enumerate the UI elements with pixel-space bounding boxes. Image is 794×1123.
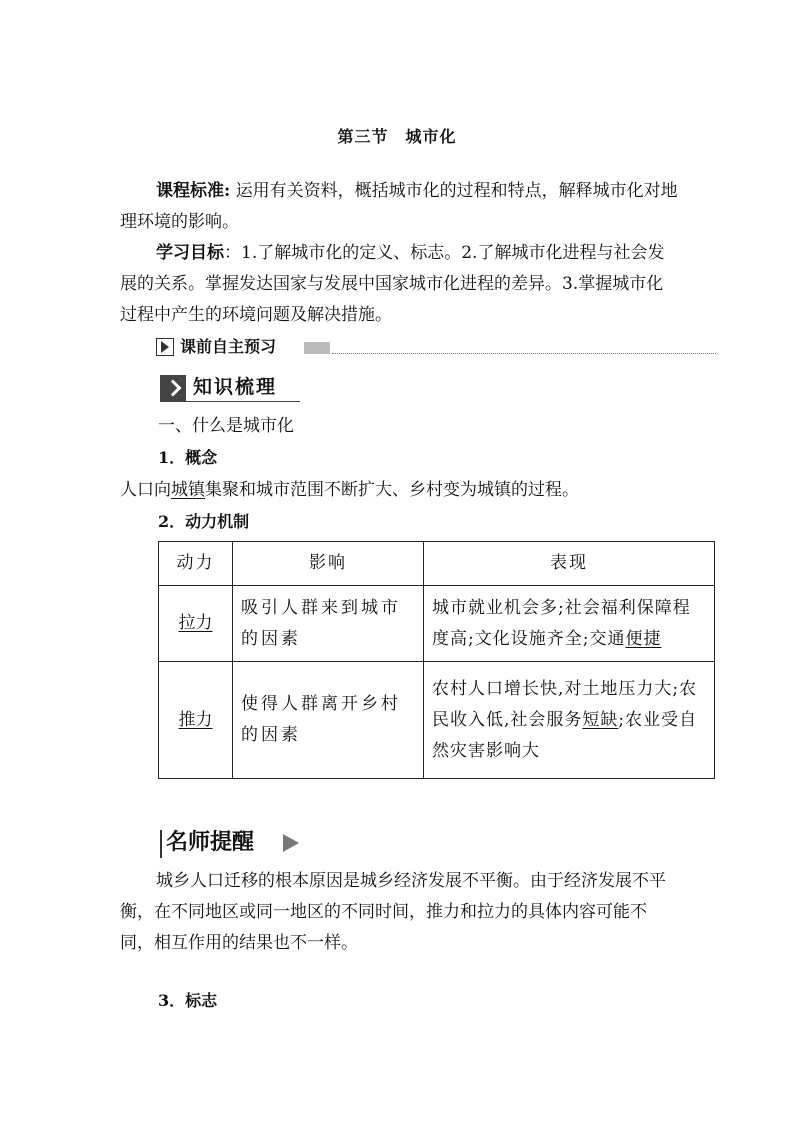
band-dotted-rule: [332, 353, 716, 354]
concept-text-post: 集聚和城市范围不断扩大、乡村变为城镇的过程。: [205, 480, 579, 500]
knowledge-header-icon: [160, 375, 186, 401]
tip-text: 城乡人口迁移的根本原因是城乡经济发展不平衡。由于经济发展不平衡，在不同地区或同一地区的不同时间，推力和拉力的具体内容可能不同，相互作用的结果也不一样。: [120, 871, 666, 953]
concept-underlined-term: 城镇: [171, 480, 205, 500]
course-standard-text: 运用有关资料，概括城市化的过程和特点，解释城市化对地理环境的影响。: [120, 181, 678, 232]
tip-header: 名师提醒: [166, 830, 255, 855]
section-heading-what-is-urbanization: 一、什么是城市化: [158, 416, 294, 436]
table-cell-force: [159, 662, 233, 779]
course-standard-label: 课程标准:: [156, 181, 231, 201]
show-text-post: ;农业受自然灾害影响大: [432, 709, 698, 761]
knowledge-header-rule: [160, 401, 300, 402]
learning-goals-text: ：1.了解城市化的定义、标志。2.了解城市化进程与社会发展的关系。掌握发达国家与发展中国家城市化进程的差异。3.掌握城市化过程中产生的环境问题及解决措施。: [120, 243, 665, 325]
arrow-box-icon: [156, 338, 174, 356]
course-standard: [120, 176, 680, 238]
table-header-cell: 影响: [233, 542, 424, 586]
page-title: 第三节 城市化: [337, 127, 457, 146]
table-header-cell: 动力: [159, 542, 233, 586]
table-header-cell: 表现: [424, 542, 715, 586]
learning-goals: [120, 238, 680, 331]
show-text-pre: 城市就业机会多;社会福利保障程度高;文化设施齐全;交通: [432, 597, 691, 649]
table-cell-force: [159, 586, 233, 662]
mechanism-heading: 2．动力机制: [158, 512, 250, 531]
tip-side-bar: [160, 830, 162, 858]
table-cell-effect: 使得人群离开乡村的因素: [233, 662, 424, 779]
concept-text-pre: 人口向: [120, 480, 171, 500]
table-cell-effect: 吸引人群来到城市的因素: [233, 586, 424, 662]
learning-goals-label: 学习目标: [156, 243, 224, 263]
sign-heading: 3．标志: [158, 991, 218, 1010]
table-row: [159, 662, 715, 779]
concept-heading: 1．概念: [158, 448, 218, 467]
band-decoration: [304, 342, 330, 354]
table-header-row: [159, 542, 715, 586]
show-underlined-term: 便捷: [625, 628, 662, 649]
show-underlined-term: 短缺: [582, 709, 619, 730]
concept-text: [120, 477, 579, 503]
table-row: [159, 586, 715, 662]
play-arrow-icon: [283, 834, 299, 852]
force-label: 推力: [178, 709, 213, 730]
mechanism-table: [158, 541, 715, 779]
knowledge-header: 知识梳理: [193, 376, 278, 398]
show-text-pre: 农村人口增长快,对土地压力大;农民收入低,社会服务: [432, 678, 698, 730]
table-cell-show: [424, 662, 715, 779]
table-cell-show: [424, 586, 715, 662]
preview-section-label: 课前自主预习: [180, 337, 277, 356]
down-right-arrow-icon: [166, 380, 180, 394]
force-label: 拉力: [178, 613, 213, 633]
preview-section-band: [156, 336, 716, 358]
